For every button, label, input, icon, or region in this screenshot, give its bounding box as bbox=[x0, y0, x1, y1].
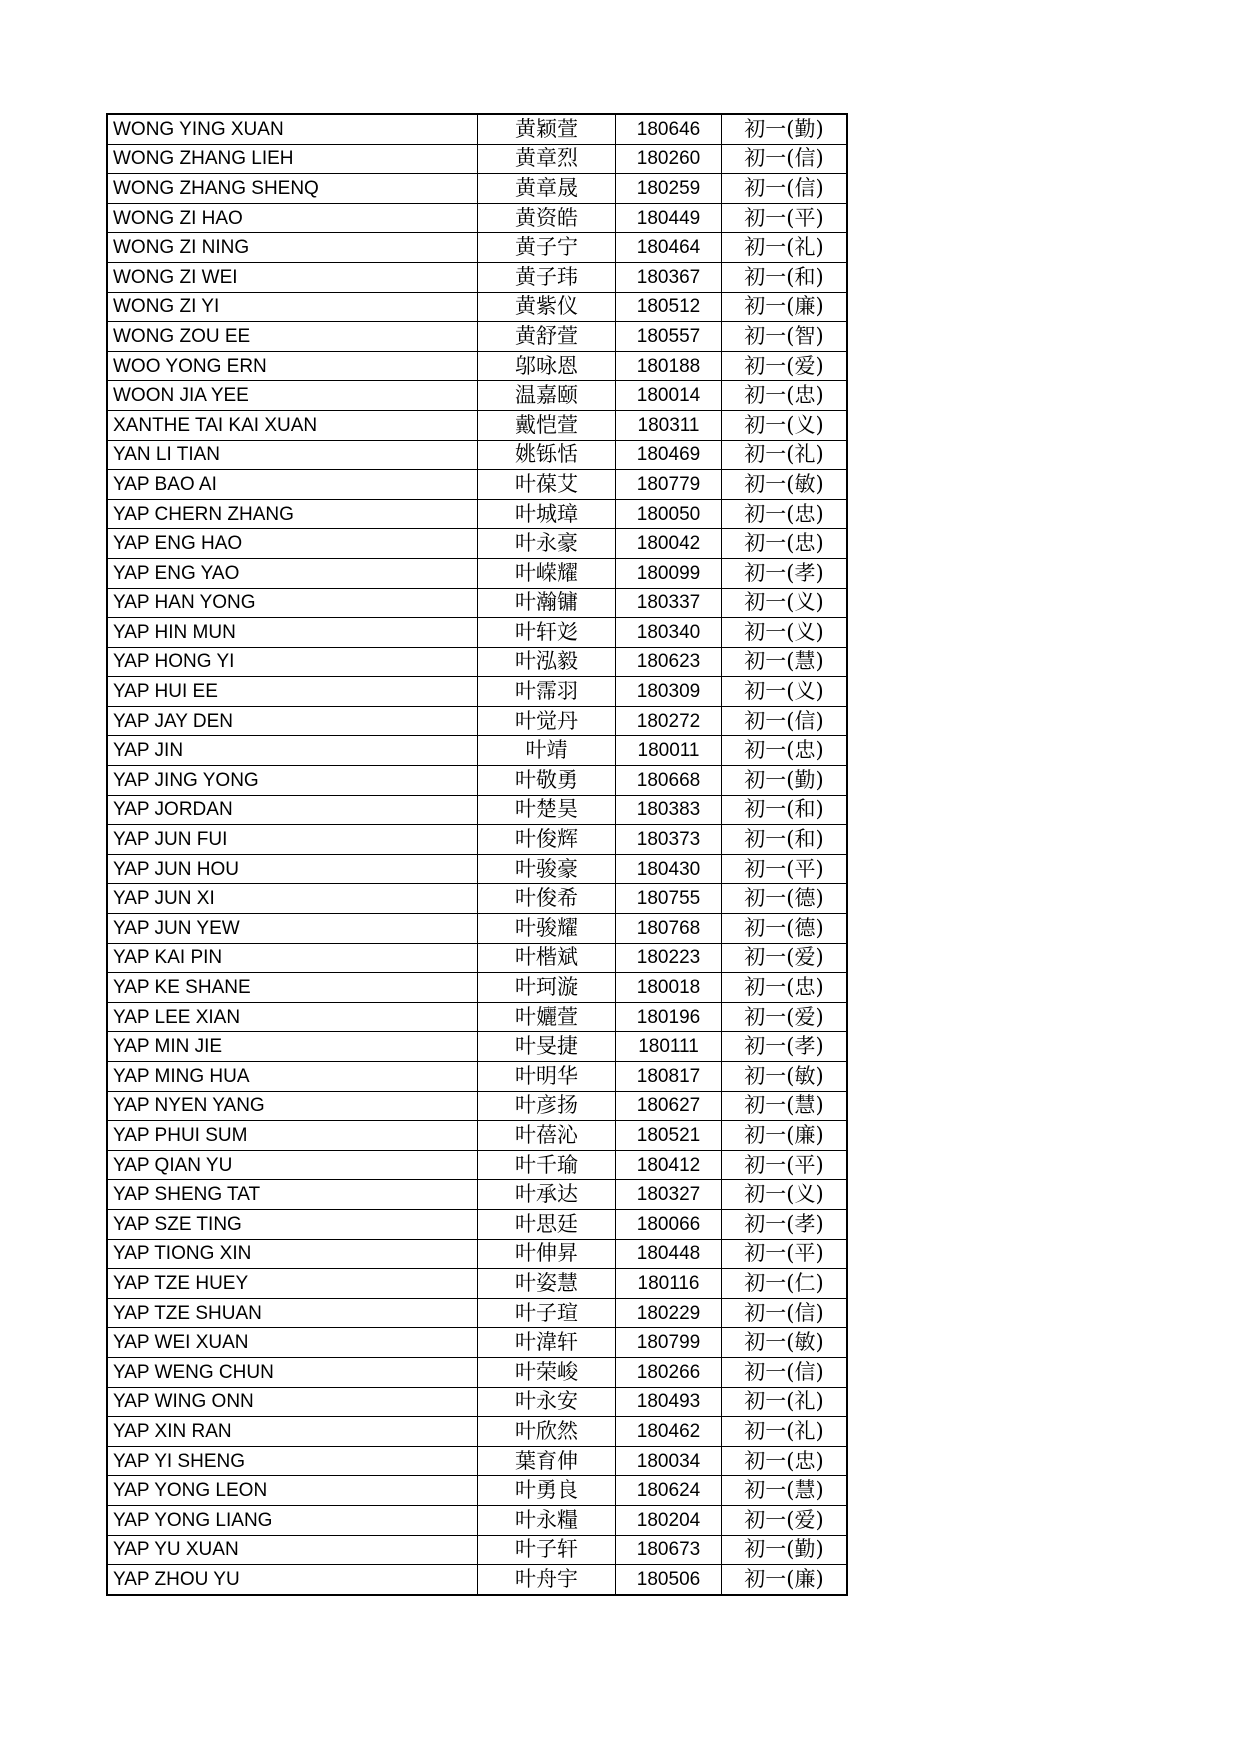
student-name-en: YAP HONG YI bbox=[107, 647, 478, 677]
student-name-en: YAP ENG YAO bbox=[107, 558, 478, 588]
student-name-cn: 叶舟宇 bbox=[478, 1565, 616, 1595]
student-name-cn: 叶骏豪 bbox=[478, 854, 616, 884]
student-id: 180229 bbox=[616, 1298, 722, 1328]
student-id: 180034 bbox=[616, 1446, 722, 1476]
table-row bbox=[107, 795, 847, 825]
class-name: 初一(礼) bbox=[722, 233, 848, 263]
table-row bbox=[107, 470, 847, 500]
table-row bbox=[107, 1180, 847, 1210]
student-name-cn: 叶靖 bbox=[478, 736, 616, 766]
student-name-cn: 叶勇良 bbox=[478, 1476, 616, 1506]
class-name: 初一(礼) bbox=[722, 1417, 848, 1447]
student-id: 180779 bbox=[616, 470, 722, 500]
student-name-cn: 黄章烈 bbox=[478, 144, 616, 174]
student-name-en: YAP YONG LEON bbox=[107, 1476, 478, 1506]
table-row bbox=[107, 440, 847, 470]
student-id: 180042 bbox=[616, 529, 722, 559]
table-row bbox=[107, 1417, 847, 1447]
class-name: 初一(义) bbox=[722, 618, 848, 648]
student-id: 180099 bbox=[616, 558, 722, 588]
student-name-cn: 叶蓓沁 bbox=[478, 1121, 616, 1151]
class-name: 初一(信) bbox=[722, 706, 848, 736]
student-id: 180018 bbox=[616, 973, 722, 1003]
table-row bbox=[107, 1091, 847, 1121]
class-name: 初一(平) bbox=[722, 1239, 848, 1269]
table-row bbox=[107, 1209, 847, 1239]
table-row bbox=[107, 1387, 847, 1417]
student-name-cn: 叶敬勇 bbox=[478, 766, 616, 796]
table-row bbox=[107, 322, 847, 352]
student-id: 180259 bbox=[616, 174, 722, 204]
student-name-en: YAP JUN HOU bbox=[107, 854, 478, 884]
table-row bbox=[107, 943, 847, 973]
student-id: 180506 bbox=[616, 1565, 722, 1595]
student-name-cn: 叶子瑄 bbox=[478, 1298, 616, 1328]
table-row bbox=[107, 647, 847, 677]
class-name: 初一(孝) bbox=[722, 1209, 848, 1239]
table-row bbox=[107, 292, 847, 322]
class-name: 初一(义) bbox=[722, 1180, 848, 1210]
table-row bbox=[107, 233, 847, 263]
student-name-en: YAP TZE SHUAN bbox=[107, 1298, 478, 1328]
table-row bbox=[107, 262, 847, 292]
student-name-en: YAP SHENG TAT bbox=[107, 1180, 478, 1210]
student-name-en: YAP KAI PIN bbox=[107, 943, 478, 973]
table-row bbox=[107, 618, 847, 648]
student-name-cn: 叶觉丹 bbox=[478, 706, 616, 736]
class-name: 初一(敏) bbox=[722, 470, 848, 500]
class-name: 初一(忠) bbox=[722, 499, 848, 529]
student-id: 180050 bbox=[616, 499, 722, 529]
student-name-en: YAP YI SHENG bbox=[107, 1446, 478, 1476]
student-id: 180768 bbox=[616, 914, 722, 944]
class-name: 初一(义) bbox=[722, 410, 848, 440]
student-name-en: YAP LEE XIAN bbox=[107, 1002, 478, 1032]
table-row bbox=[107, 706, 847, 736]
table-row bbox=[107, 144, 847, 174]
student-name-cn: 戴恺萱 bbox=[478, 410, 616, 440]
student-name-cn: 叶伸昇 bbox=[478, 1239, 616, 1269]
student-name-cn: 叶永糧 bbox=[478, 1505, 616, 1535]
student-id: 180116 bbox=[616, 1269, 722, 1299]
class-name: 初一(爱) bbox=[722, 1002, 848, 1032]
class-name: 初一(敏) bbox=[722, 1062, 848, 1092]
table-row bbox=[107, 854, 847, 884]
student-name-cn: 叶珂漩 bbox=[478, 973, 616, 1003]
table-row bbox=[107, 410, 847, 440]
class-name: 初一(信) bbox=[722, 1357, 848, 1387]
student-name-en: YAP HUI EE bbox=[107, 677, 478, 707]
class-name: 初一(孝) bbox=[722, 558, 848, 588]
student-name-cn: 叶俊辉 bbox=[478, 825, 616, 855]
class-name: 初一(忠) bbox=[722, 973, 848, 1003]
student-name-cn: 叶子轩 bbox=[478, 1535, 616, 1565]
student-name-cn: 叶承达 bbox=[478, 1180, 616, 1210]
student-id: 180223 bbox=[616, 943, 722, 973]
student-name-cn: 黄子宁 bbox=[478, 233, 616, 263]
class-name: 初一(义) bbox=[722, 588, 848, 618]
student-name-en: WONG ZHANG SHENQ bbox=[107, 174, 478, 204]
table-row bbox=[107, 1505, 847, 1535]
class-name: 初一(慧) bbox=[722, 1091, 848, 1121]
class-name: 初一(勤) bbox=[722, 766, 848, 796]
student-name-en: YAP SZE TING bbox=[107, 1209, 478, 1239]
class-name: 初一(忠) bbox=[722, 736, 848, 766]
class-name: 初一(爱) bbox=[722, 1505, 848, 1535]
class-name: 初一(信) bbox=[722, 144, 848, 174]
student-name-en: YAP TIONG XIN bbox=[107, 1239, 478, 1269]
student-name-en: YAP JAY DEN bbox=[107, 706, 478, 736]
table-row bbox=[107, 1269, 847, 1299]
table-row bbox=[107, 1476, 847, 1506]
student-name-en: WONG YING XUAN bbox=[107, 114, 478, 144]
student-id: 180412 bbox=[616, 1150, 722, 1180]
table-row bbox=[107, 203, 847, 233]
class-name: 初一(慧) bbox=[722, 1476, 848, 1506]
table-row bbox=[107, 499, 847, 529]
class-name: 初一(孝) bbox=[722, 1032, 848, 1062]
table-row bbox=[107, 1535, 847, 1565]
student-name-en: WONG ZI NING bbox=[107, 233, 478, 263]
student-name-cn: 叶轩彣 bbox=[478, 618, 616, 648]
student-id: 180260 bbox=[616, 144, 722, 174]
table-row bbox=[107, 588, 847, 618]
student-name-cn: 叶俊希 bbox=[478, 884, 616, 914]
student-id: 180521 bbox=[616, 1121, 722, 1151]
table-row bbox=[107, 1328, 847, 1358]
student-id: 180337 bbox=[616, 588, 722, 618]
table-row bbox=[107, 884, 847, 914]
table-row bbox=[107, 677, 847, 707]
student-name-cn: 葉育伸 bbox=[478, 1446, 616, 1476]
class-name: 初一(礼) bbox=[722, 1387, 848, 1417]
student-name-en: YAP QIAN YU bbox=[107, 1150, 478, 1180]
class-name: 初一(信) bbox=[722, 1298, 848, 1328]
student-id: 180512 bbox=[616, 292, 722, 322]
student-name-cn: 黄章晟 bbox=[478, 174, 616, 204]
student-name-en: YAP ENG HAO bbox=[107, 529, 478, 559]
class-name: 初一(爱) bbox=[722, 351, 848, 381]
student-id: 180448 bbox=[616, 1239, 722, 1269]
student-id: 180462 bbox=[616, 1417, 722, 1447]
table-row bbox=[107, 381, 847, 411]
table-row bbox=[107, 529, 847, 559]
student-name-en: WOON JIA YEE bbox=[107, 381, 478, 411]
student-name-cn: 叶欣然 bbox=[478, 1417, 616, 1447]
student-name-en: YAP NYEN YANG bbox=[107, 1091, 478, 1121]
student-id: 180367 bbox=[616, 262, 722, 292]
class-name: 初一(平) bbox=[722, 1150, 848, 1180]
table-row bbox=[107, 351, 847, 381]
student-id: 180623 bbox=[616, 647, 722, 677]
table-row bbox=[107, 1239, 847, 1269]
student-name-cn: 黄颖萱 bbox=[478, 114, 616, 144]
student-name-en: WONG ZHANG LIEH bbox=[107, 144, 478, 174]
student-name-en: YAP JUN XI bbox=[107, 884, 478, 914]
student-name-cn: 叶楷斌 bbox=[478, 943, 616, 973]
student-id: 180373 bbox=[616, 825, 722, 855]
table-row bbox=[107, 1150, 847, 1180]
student-name-cn: 叶骏耀 bbox=[478, 914, 616, 944]
table-row bbox=[107, 1565, 847, 1595]
student-name-cn: 叶千瑜 bbox=[478, 1150, 616, 1180]
student-id: 180668 bbox=[616, 766, 722, 796]
student-id: 180557 bbox=[616, 322, 722, 352]
student-id: 180204 bbox=[616, 1505, 722, 1535]
student-name-en: WONG ZOU EE bbox=[107, 322, 478, 352]
table-row bbox=[107, 973, 847, 1003]
student-name-en: YAP YU XUAN bbox=[107, 1535, 478, 1565]
table-row bbox=[107, 114, 847, 144]
student-id: 180111 bbox=[616, 1032, 722, 1062]
student-name-en: YAP MING HUA bbox=[107, 1062, 478, 1092]
class-name: 初一(仁) bbox=[722, 1269, 848, 1299]
class-name: 初一(敏) bbox=[722, 1328, 848, 1358]
student-id: 180624 bbox=[616, 1476, 722, 1506]
student-name-cn: 叶泓毅 bbox=[478, 647, 616, 677]
class-name: 初一(勤) bbox=[722, 114, 848, 144]
student-name-en: YAP CHERN ZHANG bbox=[107, 499, 478, 529]
student-name-en: YAP BAO AI bbox=[107, 470, 478, 500]
student-name-cn: 黄紫仪 bbox=[478, 292, 616, 322]
student-name-cn: 姚铄恬 bbox=[478, 440, 616, 470]
student-name-en: YAP JING YONG bbox=[107, 766, 478, 796]
student-name-en: WOO YONG ERN bbox=[107, 351, 478, 381]
student-name-en: YAP YONG LIANG bbox=[107, 1505, 478, 1535]
student-id: 180755 bbox=[616, 884, 722, 914]
table-row bbox=[107, 174, 847, 204]
student-name-en: YAN LI TIAN bbox=[107, 440, 478, 470]
student-name-cn: 叶彦扬 bbox=[478, 1091, 616, 1121]
table-row bbox=[107, 1446, 847, 1476]
class-name: 初一(德) bbox=[722, 884, 848, 914]
student-name-cn: 叶旻捷 bbox=[478, 1032, 616, 1062]
student-name-en: WONG ZI YI bbox=[107, 292, 478, 322]
student-id: 180311 bbox=[616, 410, 722, 440]
student-id: 180327 bbox=[616, 1180, 722, 1210]
student-id: 180309 bbox=[616, 677, 722, 707]
student-name-cn: 叶湋轩 bbox=[478, 1328, 616, 1358]
student-name-en: YAP TZE HUEY bbox=[107, 1269, 478, 1299]
student-id: 180430 bbox=[616, 854, 722, 884]
class-name: 初一(忠) bbox=[722, 529, 848, 559]
class-name: 初一(和) bbox=[722, 262, 848, 292]
student-name-cn: 叶姿慧 bbox=[478, 1269, 616, 1299]
class-name: 初一(和) bbox=[722, 795, 848, 825]
class-name: 初一(廉) bbox=[722, 1121, 848, 1151]
student-name-cn: 黄资皓 bbox=[478, 203, 616, 233]
table-row bbox=[107, 736, 847, 766]
student-id: 180014 bbox=[616, 381, 722, 411]
class-name: 初一(信) bbox=[722, 174, 848, 204]
student-name-en: WONG ZI WEI bbox=[107, 262, 478, 292]
student-list-table bbox=[106, 113, 848, 1596]
student-name-en: YAP HIN MUN bbox=[107, 618, 478, 648]
class-name: 初一(德) bbox=[722, 914, 848, 944]
class-name: 初一(慧) bbox=[722, 647, 848, 677]
student-name-en: YAP WEI XUAN bbox=[107, 1328, 478, 1358]
student-name-en: YAP XIN RAN bbox=[107, 1417, 478, 1447]
student-id: 180196 bbox=[616, 1002, 722, 1032]
student-name-cn: 叶荣峻 bbox=[478, 1357, 616, 1387]
table-row bbox=[107, 1002, 847, 1032]
table-row bbox=[107, 1357, 847, 1387]
class-name: 初一(礼) bbox=[722, 440, 848, 470]
class-name: 初一(智) bbox=[722, 322, 848, 352]
student-name-en: YAP PHUI SUM bbox=[107, 1121, 478, 1151]
student-name-en: YAP JUN FUI bbox=[107, 825, 478, 855]
class-name: 初一(廉) bbox=[722, 292, 848, 322]
student-name-en: YAP JORDAN bbox=[107, 795, 478, 825]
class-name: 初一(义) bbox=[722, 677, 848, 707]
student-id: 180449 bbox=[616, 203, 722, 233]
student-id: 180493 bbox=[616, 1387, 722, 1417]
student-name-en: YAP WENG CHUN bbox=[107, 1357, 478, 1387]
table-row bbox=[107, 914, 847, 944]
student-id: 180627 bbox=[616, 1091, 722, 1121]
student-name-cn: 温嘉颐 bbox=[478, 381, 616, 411]
student-name-en: YAP JIN bbox=[107, 736, 478, 766]
student-id: 180340 bbox=[616, 618, 722, 648]
table-body bbox=[107, 114, 847, 1595]
class-name: 初一(平) bbox=[722, 854, 848, 884]
student-name-cn: 叶孋萱 bbox=[478, 1002, 616, 1032]
student-id: 180383 bbox=[616, 795, 722, 825]
student-name-cn: 黄子玮 bbox=[478, 262, 616, 292]
student-name-cn: 邬咏恩 bbox=[478, 351, 616, 381]
student-id: 180464 bbox=[616, 233, 722, 263]
table-row bbox=[107, 1062, 847, 1092]
student-id: 180066 bbox=[616, 1209, 722, 1239]
class-name: 初一(廉) bbox=[722, 1565, 848, 1595]
table-row bbox=[107, 825, 847, 855]
student-name-en: YAP HAN YONG bbox=[107, 588, 478, 618]
student-name-en: YAP MIN JIE bbox=[107, 1032, 478, 1062]
student-id: 180266 bbox=[616, 1357, 722, 1387]
class-name: 初一(平) bbox=[722, 203, 848, 233]
student-name-cn: 叶楚昊 bbox=[478, 795, 616, 825]
student-name-en: YAP KE SHANE bbox=[107, 973, 478, 1003]
class-name: 初一(爱) bbox=[722, 943, 848, 973]
student-name-cn: 叶思廷 bbox=[478, 1209, 616, 1239]
student-id: 180469 bbox=[616, 440, 722, 470]
table-row bbox=[107, 558, 847, 588]
student-name-cn: 叶明华 bbox=[478, 1062, 616, 1092]
student-name-cn: 叶葆艾 bbox=[478, 470, 616, 500]
student-id: 180817 bbox=[616, 1062, 722, 1092]
class-name: 初一(忠) bbox=[722, 381, 848, 411]
class-name: 初一(忠) bbox=[722, 1446, 848, 1476]
student-name-cn: 叶城璋 bbox=[478, 499, 616, 529]
student-name-en: WONG ZI HAO bbox=[107, 203, 478, 233]
student-name-en: YAP JUN YEW bbox=[107, 914, 478, 944]
student-name-en: XANTHE TAI KAI XUAN bbox=[107, 410, 478, 440]
table-row bbox=[107, 1121, 847, 1151]
student-id: 180799 bbox=[616, 1328, 722, 1358]
student-name-cn: 叶永豪 bbox=[478, 529, 616, 559]
table-row bbox=[107, 1298, 847, 1328]
student-name-cn: 叶嵘耀 bbox=[478, 558, 616, 588]
student-name-cn: 叶霈羽 bbox=[478, 677, 616, 707]
student-name-en: YAP ZHOU YU bbox=[107, 1565, 478, 1595]
student-id: 180673 bbox=[616, 1535, 722, 1565]
table-row bbox=[107, 766, 847, 796]
student-id: 180188 bbox=[616, 351, 722, 381]
student-name-cn: 叶永安 bbox=[478, 1387, 616, 1417]
student-name-cn: 黄舒萱 bbox=[478, 322, 616, 352]
student-name-cn: 叶瀚镛 bbox=[478, 588, 616, 618]
table-row bbox=[107, 1032, 847, 1062]
student-id: 180272 bbox=[616, 706, 722, 736]
class-name: 初一(和) bbox=[722, 825, 848, 855]
student-name-en: YAP WING ONN bbox=[107, 1387, 478, 1417]
student-id: 180646 bbox=[616, 114, 722, 144]
class-name: 初一(勤) bbox=[722, 1535, 848, 1565]
student-id: 180011 bbox=[616, 736, 722, 766]
